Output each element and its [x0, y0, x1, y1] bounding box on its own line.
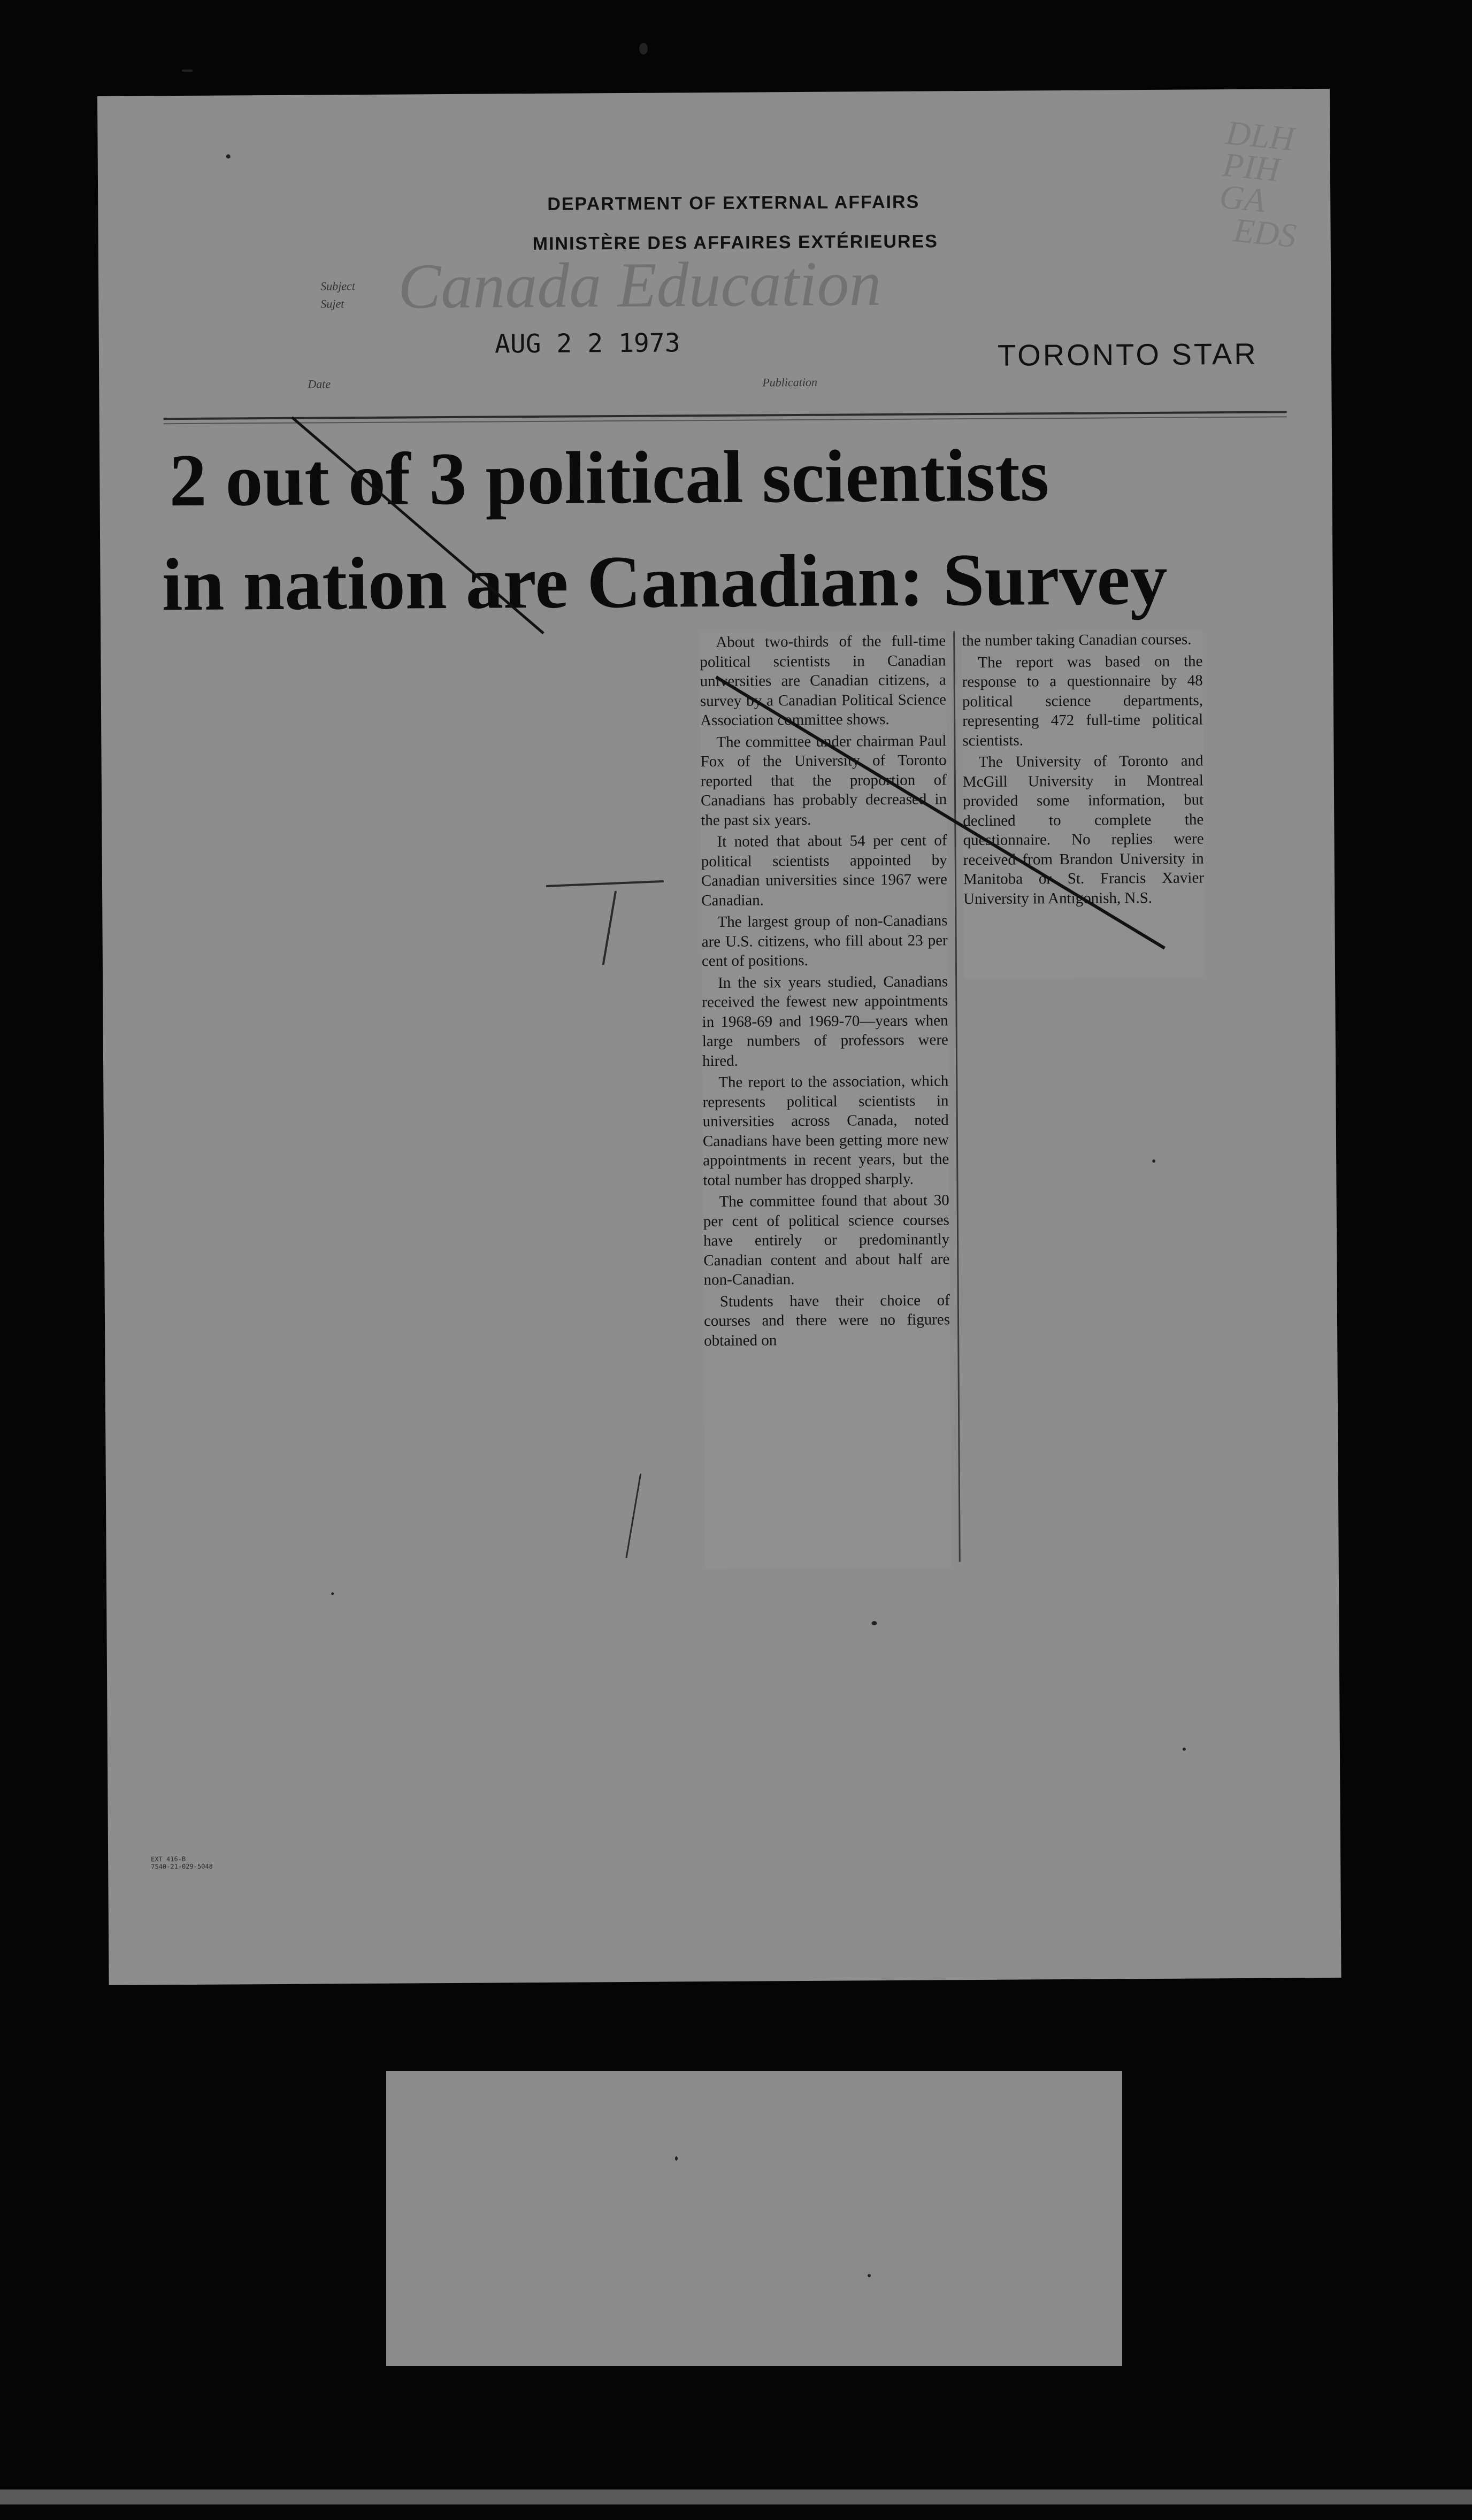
blank-slip-card — [386, 2071, 1122, 2366]
article-column-2 — [962, 629, 1205, 979]
form-code: EXT 416-B 7540-21-029-5048 — [151, 1855, 213, 1871]
article-paragraph: the number taking Canadian courses. — [962, 631, 1192, 650]
form-divider-line — [164, 411, 1287, 420]
letterhead-english: DEPARTMENT OF EXTERNAL AFFAIRS — [547, 191, 920, 214]
headline-line-1: 2 out of 3 political scientists — [168, 434, 1049, 523]
letterhead-french: MINISTÈRE DES AFFAIRES EXTÉRIEURES — [532, 231, 938, 255]
dust-speck — [639, 43, 648, 55]
dust-speck — [1183, 1748, 1186, 1751]
film-edge-strip — [0, 2490, 1472, 2504]
pencil-mark — [546, 880, 664, 887]
column-divider — [953, 631, 961, 1562]
article-paragraph: The committee under chairman Paul Fox of the University of Toronto reported that the proportion of Canadians has probably decreased in the past six years. — [700, 732, 947, 829]
date-label: Date — [308, 377, 331, 391]
headline-line-2: in nation are Canadian: Survey — [162, 537, 1168, 627]
pencil-mark — [625, 1473, 641, 1558]
handwritten-margin-note: DLH PIH GA EDS — [1215, 113, 1298, 255]
article-paragraph: The report to the association, which represents political scientists in universities across Canada, noted Canadians have been getting more new appointments in recent years, but the total number has dropped sharply. — [702, 1072, 949, 1189]
article-paragraph: The University of Toronto and McGill University in Montreal provided some information, but declined to complete the questionnaire. No replies were received from Brandon University in Manitoba or St. Francis Xavier University in Antigonish, N.S. — [962, 752, 1205, 908]
dust-speck — [226, 154, 231, 158]
dust-speck — [675, 2156, 678, 2161]
dust-speck — [871, 1621, 877, 1625]
article-paragraph: About two-thirds of the full-time political scientists in Canadian universities are Canadian citizens, a survey by a Canadian Political Science Association committee shows. — [700, 632, 947, 729]
subject-label-fr: Sujet — [320, 297, 344, 311]
publication-label: Publication — [762, 375, 818, 389]
publication-name: TORONTO STAR — [997, 336, 1258, 372]
pencil-mark — [602, 891, 617, 965]
handwritten-subject: Canada Education — [397, 248, 881, 322]
article-paragraph: The report was based on the response to a questionnaire by 48 political science departments, representing 472 full-time political scientists. — [962, 652, 1203, 749]
article-paragraph: The largest group of non-Canadians are U.S. citizens, who fill about 23 per cent of positions. — [701, 912, 948, 970]
article-paragraph: Students have their choice of courses and there were no figures obtained on — [703, 1291, 950, 1349]
subject-label: Subject — [320, 279, 356, 293]
article-paragraph: The committee found that about 30 per cent of political science courses have entirely or predominantly Canadian content and about half are non-Canadian. — [703, 1192, 950, 1289]
dust-speck — [1152, 1159, 1155, 1163]
article-paragraph: It noted that about 54 per cent of political scientists appointed by Canadian universities since 1967 were Canadian. — [701, 832, 948, 909]
article-paragraph: In the six years studied, Canadians received the fewest new appointments in 1968-69 and 1969-70—years when large numbers of professors were hired. — [702, 972, 948, 1070]
dust-speck — [331, 1592, 334, 1595]
dust-speck — [868, 2274, 871, 2277]
clipping-form-sheet — [97, 89, 1341, 1985]
dust-speck — [182, 70, 193, 72]
date-stamp: AUG 2 2 1973 — [494, 328, 680, 359]
article-column-1 — [700, 631, 952, 1569]
